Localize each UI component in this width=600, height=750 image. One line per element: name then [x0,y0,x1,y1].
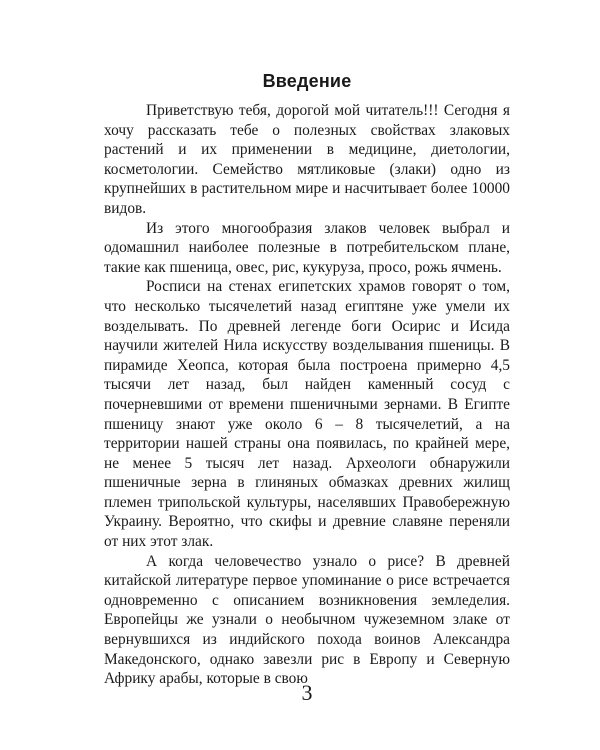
paragraph-1: Приветствую тебя, дорогой мой читатель!!! Сегодня я хочу рассказать тебе о полезных свойствах злаковых растений и их применении в медицине, диетологии, косметологии. Семейство мятликовые (злаки) одно из крупнейших в растительном мире и насчитывает более 10000 видов. [104,102,510,217]
page-number: 3 [301,680,313,705]
page-title: Введение [262,71,352,91]
paragraph-4: А когда человечество узнало о рисе? В древней китайской литературе первое упоминание о рисе встречается одновременно с описанием возникновения земледелия. Европейцы же узнали о необычном чужеземном злаке от вернувшихся из индийского похода воинов Александра Македонского, однако завезли рис в Европу и Северную Африку арабы, которые в свою [104,552,510,688]
book-page [104,0,510,750]
paragraph-3: Росписи на стенах египетских храмов говорят о том, что несколько тысячелетий назад египтяне уже умели их возделывать. По древней легенде боги Осирис и Исида научили жителей Нила искусству возделывания пшеницы. В пирамиде Хеопса, которая была построена примерно 4,5 тысячи лет назад, был найден каменный сосуд с почерневшими от времени пшеничными зернами. В Египте пшеницу знают уже около 6 – 8 тысячелетий, а на территории нашей страны она появилась, по крайней мере, не менее 5 тысяч лет назад. Археологи обнаружили пшеничные зерна в глиняных обмазках древних жилищ племен трипольской культуры, населявших Правобережную Украину. Вероятно, что скифы и древние славяне переняли от них этот злак. [104,278,510,551]
paragraph-2: Из этого многообразия злаков человек выбрал и одомашнил наиболее полезные в потребительском плане, такие как пшеница, овес, рис, кукуруза, просо, рожь ячмень. [104,219,510,276]
body-text [104,101,510,689]
